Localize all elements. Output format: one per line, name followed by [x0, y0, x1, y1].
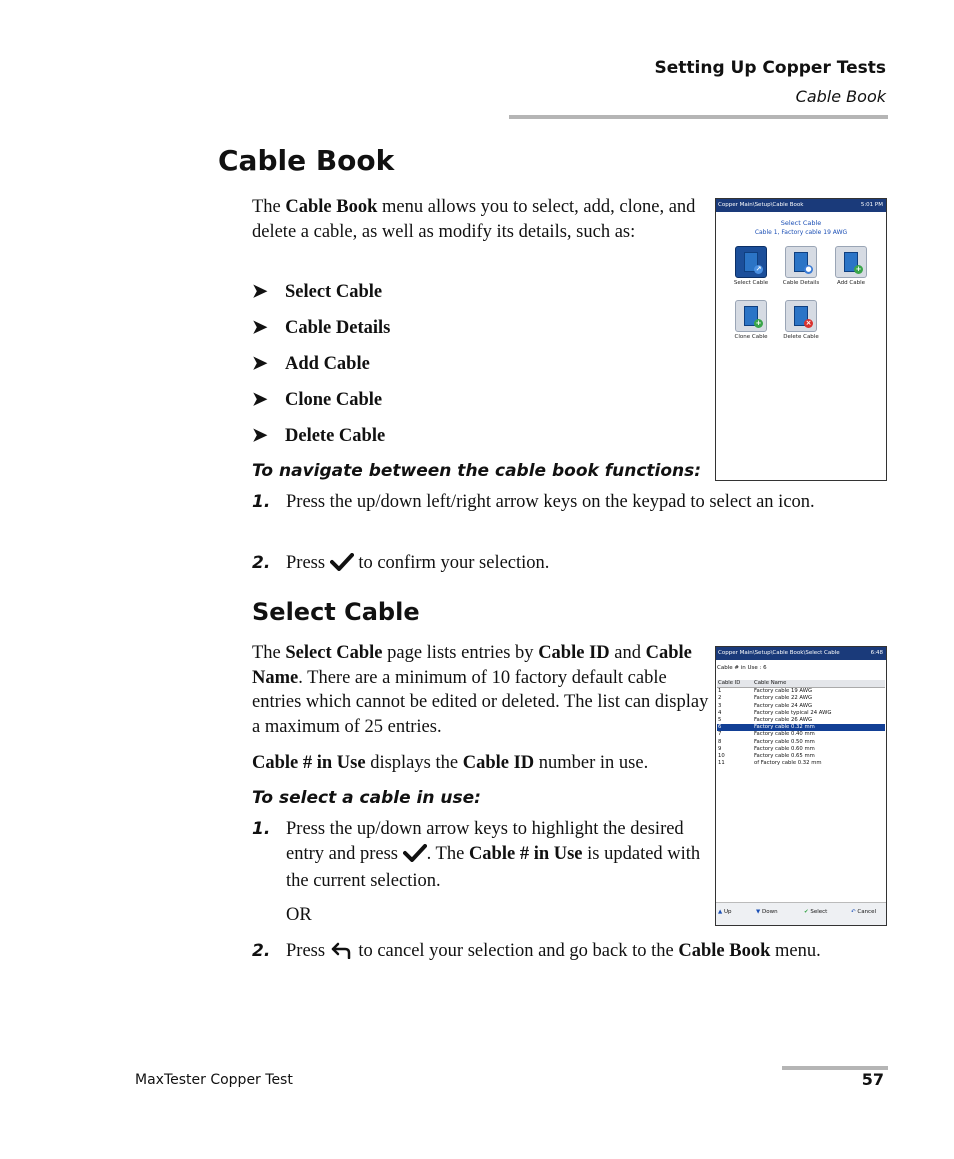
cable-in-use-paragraph: Cable # in Use displays the Cable ID number in use.	[252, 753, 649, 773]
procedure-title: To navigate between the cable book functions:	[252, 461, 702, 481]
arrow-bullet-icon: ➤	[252, 426, 268, 446]
table-row-selected[interactable]: 6 Factory cable 0.32 mm	[717, 724, 885, 731]
or-text: OR	[286, 905, 312, 925]
step-text: Press the up/down arrow keys to highlight the desired entry and press . The Cable # in Use is updated with the current selection.	[286, 819, 701, 891]
screen-title-bar: Copper Main\Setup\Cable Book\Select Cable 6:48	[716, 647, 886, 660]
table-row[interactable]: 3 Factory cable 24 AWG	[718, 702, 813, 709]
select-cable-paragraph: The Select Cable page lists entries by Cable ID and Cable Name. There are a minimum of 10 factory default cable entries which cannot be edited or deleted. The list can display a maximum of 25 entries.	[252, 643, 709, 737]
up-button[interactable]: ▲ Up	[718, 909, 732, 915]
select-cable-icon[interactable]: ↗	[735, 246, 767, 278]
table-row[interactable]: 8 Factory cable 0.50 mm	[718, 738, 815, 745]
select-button[interactable]: ✔ Select	[804, 909, 828, 915]
footer-product: MaxTester Copper Test	[135, 1072, 293, 1088]
running-header-title: Setting Up Copper Tests	[654, 58, 886, 78]
screen-button-bar	[716, 902, 886, 925]
bullet-item: ➤ Select Cable	[252, 282, 383, 302]
step-text: Press to confirm your selection.	[286, 551, 866, 579]
page-title: Cable Book	[218, 144, 395, 177]
cancel-button[interactable]: ↶ Cancel	[851, 909, 876, 915]
table-row[interactable]: 7 Factory cable 0.40 mm	[718, 731, 815, 738]
arrow-bullet-icon: ➤	[252, 318, 268, 338]
add-cable-icon[interactable]: +	[835, 246, 867, 278]
cable-book-screenshot	[715, 198, 887, 481]
table-row[interactable]: 2 Factory cable 22 AWG	[718, 695, 813, 702]
checkmark-icon	[403, 844, 427, 870]
intro-paragraph: The Cable Book menu allows you to select, add, clone, and delete a cable, as well as modify its details, such as:	[252, 197, 696, 242]
step-text: Press the up/down left/right arrow keys on the keypad to select an icon.	[286, 492, 815, 512]
header-rule	[509, 115, 888, 119]
cable-details-icon[interactable]: ●	[785, 246, 817, 278]
step-number: 1.	[252, 819, 271, 839]
table-row[interactable]: 10 Factory cable 0.65 mm	[718, 752, 815, 759]
table-row[interactable]: 11 of Factory cable 0.32 mm	[718, 760, 822, 767]
selected-cable-label: Cable 1, Factory cable 19 AWG	[754, 229, 848, 236]
arrow-bullet-icon: ➤	[252, 282, 268, 302]
step-text: Press to cancel your selection and go back to the Cable Book menu.	[286, 939, 866, 967]
screen-title-bar: Copper Main\Setup\Cable Book 5:01 PM	[716, 199, 886, 212]
bullet-item: ➤ Delete Cable	[252, 426, 386, 446]
cable-table	[717, 680, 885, 767]
running-header-subtitle: Cable Book	[795, 87, 886, 106]
back-arrow-icon: ↶	[851, 909, 856, 915]
icon-label: Delete Cable	[783, 334, 819, 340]
bullet-item: ➤ Cable Details	[252, 318, 391, 338]
checkmark-icon: ✔	[804, 909, 809, 915]
selected-item-label: Select Cable	[780, 219, 822, 227]
step-number: 2.	[252, 941, 271, 961]
cable-in-use-label: Cable # in Use : 6	[717, 665, 767, 671]
bullet-item: ➤ Clone Cable	[252, 390, 383, 410]
icon-label: Add Cable	[836, 280, 865, 286]
clone-cable-icon[interactable]: +	[735, 300, 767, 332]
back-arrow-icon	[330, 941, 354, 967]
arrow-bullet-icon: ➤	[252, 354, 268, 374]
icon-label: Clone Cable	[734, 334, 768, 340]
procedure-title: To select a cable in use:	[252, 788, 481, 808]
table-row[interactable]: 1 Factory cable 19 AWG	[718, 688, 813, 695]
icon-label: Select Cable	[733, 280, 769, 286]
down-button[interactable]: ▼ Down	[756, 909, 778, 915]
step-number: 2.	[252, 553, 271, 573]
table-row[interactable]: 5 Factory cable 26 AWG	[718, 716, 813, 723]
section-heading: Select Cable	[252, 598, 420, 626]
checkmark-icon	[330, 553, 354, 579]
bullet-item: ➤ Add Cable	[252, 354, 370, 374]
table-header: Cable ID Cable Name	[717, 680, 885, 688]
delete-cable-icon[interactable]: ×	[785, 300, 817, 332]
table-row[interactable]: 4 Factory cable typical 24 AWG	[718, 709, 832, 716]
step-number: 1.	[252, 492, 271, 512]
down-arrow-icon: ▼	[756, 909, 761, 915]
select-cable-screenshot	[715, 646, 887, 926]
up-arrow-icon: ▲	[718, 909, 723, 915]
icon-label: Cable Details	[782, 280, 820, 286]
table-row[interactable]: 9 Factory cable 0.60 mm	[718, 745, 815, 752]
arrow-bullet-icon: ➤	[252, 390, 268, 410]
page-number: 57	[861, 1070, 884, 1089]
